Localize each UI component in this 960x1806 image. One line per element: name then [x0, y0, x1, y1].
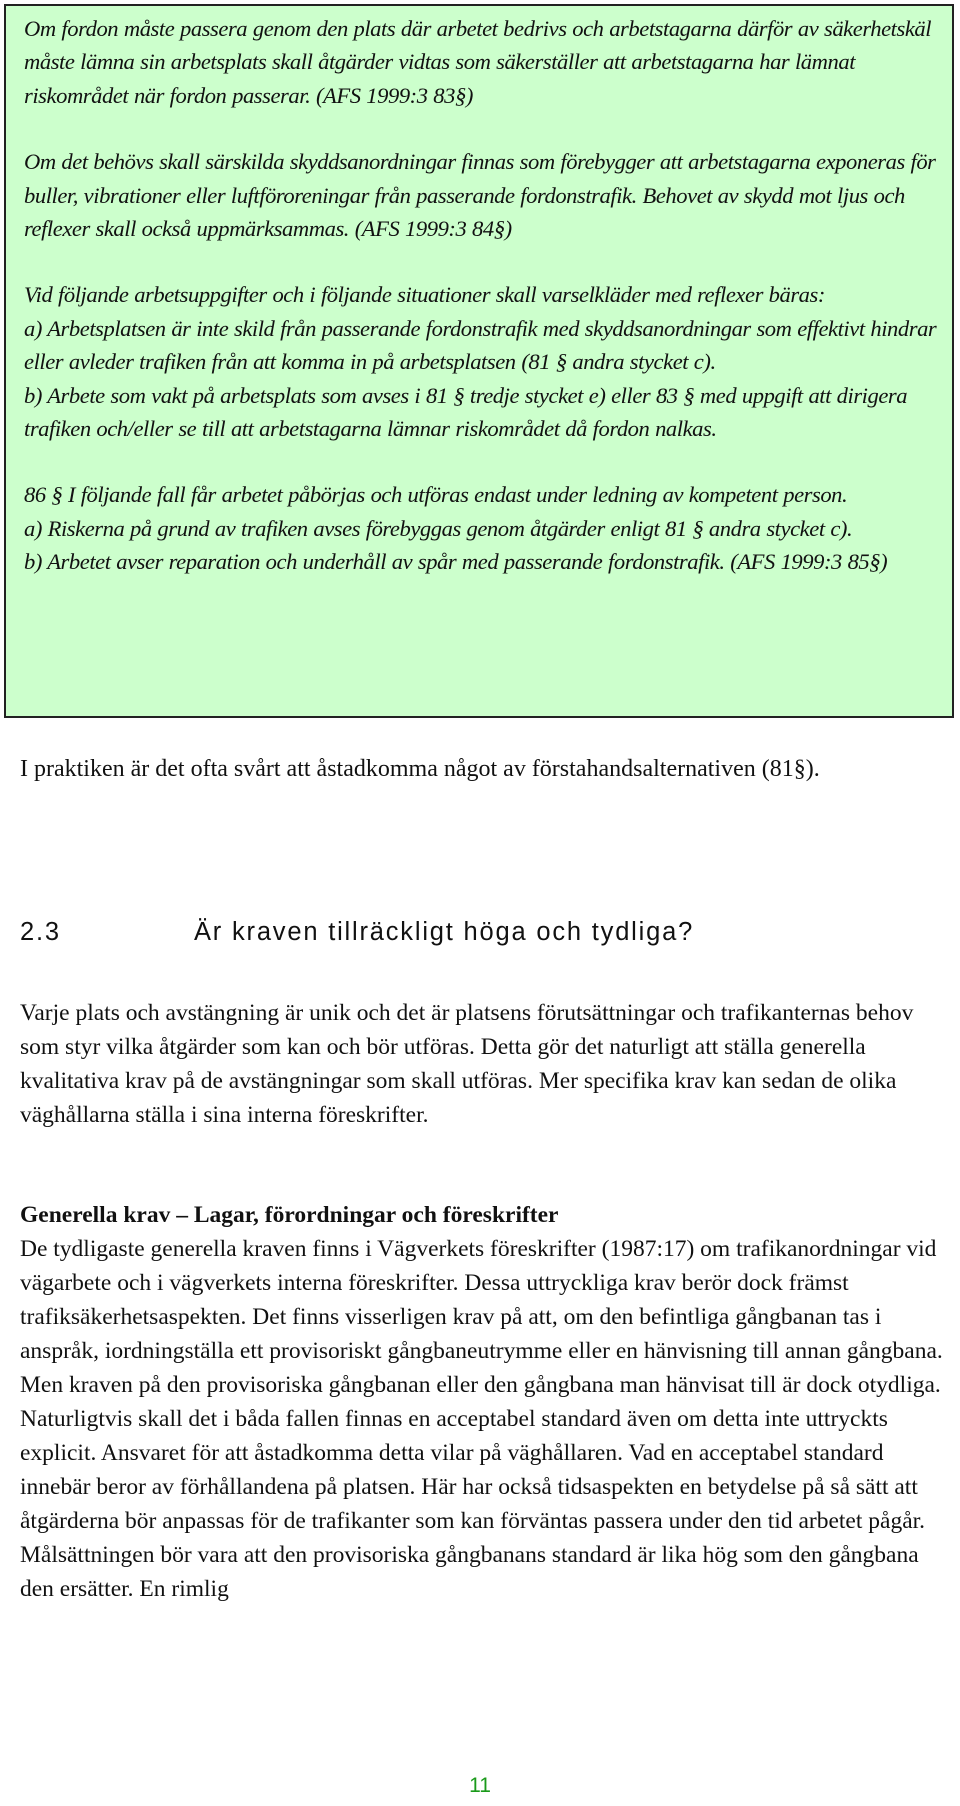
page-number: 11 [469, 1774, 491, 1797]
quote-paragraph-3-line-1: Vid följande arbetsuppgifter och i följande situationer skall varselkläder med reflexer bäras: [24, 282, 825, 308]
body-paragraph-2: De tydligaste generella kraven finns i Vägverkets föreskrifter (1987:17) om trafikanordningar vid vägarbete och i vägverkets interna föreskrifter. Dessa uttryckliga krav berör dock främst trafiksäkerhetsaspekten. Det finns visserligen krav på att, om den befintliga gångbanan tas i anspråk, iordningställa ett provisoriskt gångbaneutrymme eller en hänvisning till annan gångbana. Men kraven på den provisoriska gångbanan eller den gångbana man hänvisat till är dock otydliga. Naturligtvis skall det i båda fallen finnas en acceptabel standard även om detta inte uttryckts explicit. Ansvaret för att åstadkomma detta vilar på väghållaren. Vad en acceptabel standard innebär beror av förhållandena på platsen. Här har också tidsaspekten en betydelse på så sätt att åtgärderna bör anpassas för de trafikanter som kan förväntas passera under den tid arbetet pågår. Målsättningen bör vara att den provisoriska gångbanans standard är lika hög som den gångbana den ersätter. En rimlig [20, 1236, 943, 1602]
section-number: 2.3 [20, 918, 61, 946]
subheading-general-requirements: Generella krav – Lagar, förordningar och föreskrifter [20, 1202, 559, 1228]
quote-paragraph-1: Om fordon måste passera genom den plats där arbetet bedrivs och arbetstagarna därför av säkerhetskäl måste lämna sin arbetsplats skall åtgärder vidtas som säkerställer att arbetstagarna har lämnat riskområdet när fordon passerar. (AFS 1999:3 83§) [24, 16, 932, 108]
section-title: Är kraven tillräckligt höga och tydliga? [194, 918, 695, 946]
quote-paragraph-3-line-3: b) Arbete som vakt på arbetsplats som avses i 81 § tredje stycket e) eller 83 § med uppgift att dirigera trafiken och/eller se till att arbetstagarna lämnar riskområdet då fordon nalkas. [24, 382, 908, 442]
regulation-quote-box [4, 4, 954, 718]
quote-paragraph-4-line-1: 86 § I följande fall får arbetet påbörjas och utföras endast under ledning av kompetent person. [24, 482, 848, 508]
quote-paragraph-4-line-2: a) Riskerna på grund av trafiken avses förebyggas genom åtgärder enligt 81 § andra stycket c). [24, 515, 853, 541]
section-heading [20, 918, 950, 947]
quote-paragraph-3-line-2: a) Arbetsplatsen är inte skild från passerande fordonstrafik med skyddsanordningar som effektivt hindrar eller avleder trafiken från att komma in på arbetsplatsen (81 § andra stycket c). [24, 315, 937, 375]
quote-paragraph-2: Om det behövs skall särskilda skyddsanordningar finnas som förebygger att arbetstagarna exponeras för buller, vibrationer eller luftföroreningar från passerande fordonstrafik. Behovet av skydd mot ljus och reflexer skall också uppmärksammas. (AFS 1999:3 84§) [24, 149, 936, 242]
quote-paragraph-4-line-3: b) Arbetet avser reparation och underhåll av spår med passerande fordonstrafik. (AFS 1999:3 85§) [24, 549, 888, 575]
body-paragraph-1: Varje plats och avstängning är unik och det är platsens förutsättningar och trafikanternas behov som styr vilka åtgärder som kan och bör utföras. Detta gör det naturligt att ställa generella kvalitativa krav på de avstängningar som skall utföras. Mer specifika krav kan sedan de olika väghållarna ställa i sina interna föreskrifter. [20, 1000, 914, 1128]
practice-note: I praktiken är det ofta svårt att åstadkomma något av förstahandsalternativen (81§). [20, 756, 820, 782]
